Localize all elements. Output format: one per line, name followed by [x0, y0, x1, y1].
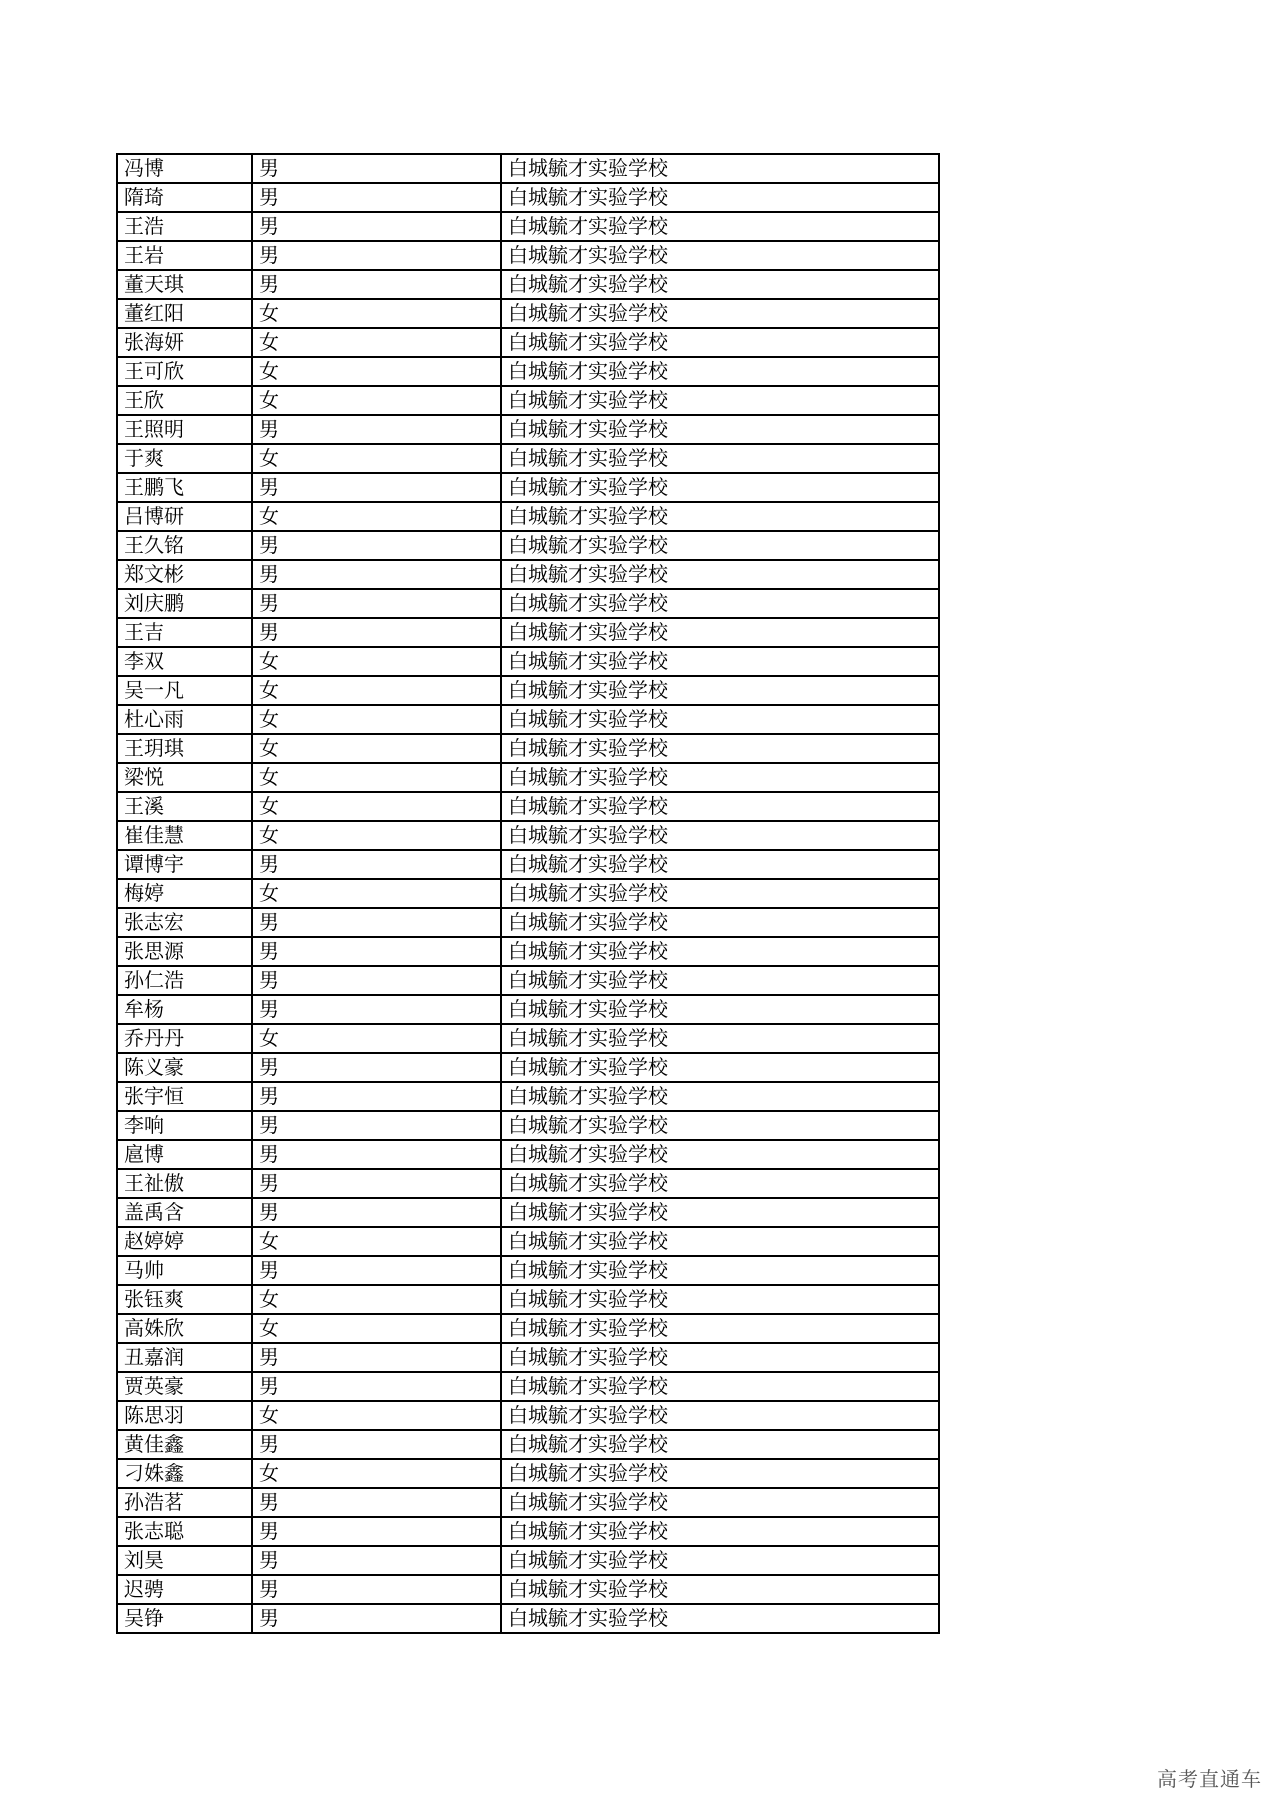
school-cell: 白城毓才实验学校	[501, 1227, 939, 1256]
table-row	[117, 473, 939, 502]
gender-cell: 男	[252, 1343, 501, 1372]
name-cell: 李双	[117, 647, 252, 676]
name-cell: 乔丹丹	[117, 1024, 252, 1053]
school-cell: 白城毓才实验学校	[501, 1024, 939, 1053]
school-cell: 白城毓才实验学校	[501, 560, 939, 589]
table-row	[117, 908, 939, 937]
gender-cell: 男	[252, 212, 501, 241]
table-row	[117, 937, 939, 966]
gender-cell: 男	[252, 937, 501, 966]
table-row	[117, 299, 939, 328]
name-cell: 刘庆鹏	[117, 589, 252, 618]
name-cell: 陈义豪	[117, 1053, 252, 1082]
gender-cell: 女	[252, 299, 501, 328]
gender-cell: 男	[252, 1430, 501, 1459]
table-row	[117, 1053, 939, 1082]
table-row	[117, 1082, 939, 1111]
name-cell: 陈思羽	[117, 1401, 252, 1430]
school-cell: 白城毓才实验学校	[501, 502, 939, 531]
name-cell: 王吉	[117, 618, 252, 647]
school-cell: 白城毓才实验学校	[501, 1140, 939, 1169]
gender-cell: 女	[252, 763, 501, 792]
table-row	[117, 560, 939, 589]
gender-cell: 女	[252, 647, 501, 676]
table-row	[117, 734, 939, 763]
name-cell: 孙浩茗	[117, 1488, 252, 1517]
name-cell: 王岩	[117, 241, 252, 270]
name-cell: 张志聪	[117, 1517, 252, 1546]
table-row	[117, 1575, 939, 1604]
table-row	[117, 357, 939, 386]
school-cell: 白城毓才实验学校	[501, 1343, 939, 1372]
school-cell: 白城毓才实验学校	[501, 1082, 939, 1111]
school-cell: 白城毓才实验学校	[501, 1372, 939, 1401]
gender-cell: 男	[252, 1053, 501, 1082]
gender-cell: 女	[252, 386, 501, 415]
gender-cell: 女	[252, 705, 501, 734]
school-cell: 白城毓才实验学校	[501, 444, 939, 473]
name-cell: 王可欣	[117, 357, 252, 386]
table-row	[117, 1285, 939, 1314]
gender-cell: 男	[252, 270, 501, 299]
gender-cell: 男	[252, 850, 501, 879]
name-cell: 郑文彬	[117, 560, 252, 589]
school-cell: 白城毓才实验学校	[501, 1459, 939, 1488]
school-cell: 白城毓才实验学校	[501, 357, 939, 386]
gender-cell: 男	[252, 966, 501, 995]
name-cell: 于爽	[117, 444, 252, 473]
school-cell: 白城毓才实验学校	[501, 1575, 939, 1604]
gender-cell: 女	[252, 676, 501, 705]
gender-cell: 男	[252, 1140, 501, 1169]
name-cell: 崔佳慧	[117, 821, 252, 850]
school-cell: 白城毓才实验学校	[501, 908, 939, 937]
school-cell: 白城毓才实验学校	[501, 647, 939, 676]
table-row	[117, 589, 939, 618]
name-cell: 刁姝鑫	[117, 1459, 252, 1488]
gender-cell: 男	[252, 1546, 501, 1575]
table-row	[117, 386, 939, 415]
table-row	[117, 1198, 939, 1227]
name-cell: 牟杨	[117, 995, 252, 1024]
school-cell: 白城毓才实验学校	[501, 212, 939, 241]
gender-cell: 女	[252, 328, 501, 357]
table-row	[117, 618, 939, 647]
table-row	[117, 1227, 939, 1256]
school-cell: 白城毓才实验学校	[501, 154, 939, 183]
name-cell: 王照明	[117, 415, 252, 444]
school-cell: 白城毓才实验学校	[501, 1401, 939, 1430]
gender-cell: 女	[252, 357, 501, 386]
name-cell: 黄佳鑫	[117, 1430, 252, 1459]
table-row	[117, 1517, 939, 1546]
gender-cell: 女	[252, 1401, 501, 1430]
table-row	[117, 415, 939, 444]
name-cell: 丑嘉润	[117, 1343, 252, 1372]
table-row	[117, 1024, 939, 1053]
table-row	[117, 1256, 939, 1285]
school-cell: 白城毓才实验学校	[501, 705, 939, 734]
table-row	[117, 821, 939, 850]
name-cell: 张志宏	[117, 908, 252, 937]
school-cell: 白城毓才实验学校	[501, 473, 939, 502]
school-cell: 白城毓才实验学校	[501, 966, 939, 995]
table-row	[117, 763, 939, 792]
school-cell: 白城毓才实验学校	[501, 1546, 939, 1575]
gender-cell: 女	[252, 444, 501, 473]
school-cell: 白城毓才实验学校	[501, 270, 939, 299]
table-row	[117, 1169, 939, 1198]
table-row	[117, 1111, 939, 1140]
school-cell: 白城毓才实验学校	[501, 299, 939, 328]
gender-cell: 女	[252, 792, 501, 821]
name-cell: 张海妍	[117, 328, 252, 357]
school-cell: 白城毓才实验学校	[501, 1430, 939, 1459]
name-cell: 张宇恒	[117, 1082, 252, 1111]
gender-cell: 女	[252, 821, 501, 850]
table-row	[117, 241, 939, 270]
name-cell: 梅婷	[117, 879, 252, 908]
gender-cell: 男	[252, 1082, 501, 1111]
gender-cell: 女	[252, 879, 501, 908]
school-cell: 白城毓才实验学校	[501, 1111, 939, 1140]
school-cell: 白城毓才实验学校	[501, 415, 939, 444]
name-cell: 马帅	[117, 1256, 252, 1285]
name-cell: 王祉傲	[117, 1169, 252, 1198]
school-cell: 白城毓才实验学校	[501, 879, 939, 908]
table-row	[117, 444, 939, 473]
table-row	[117, 1604, 939, 1633]
school-cell: 白城毓才实验学校	[501, 937, 939, 966]
gender-cell: 男	[252, 1372, 501, 1401]
school-cell: 白城毓才实验学校	[501, 1053, 939, 1082]
gender-cell: 女	[252, 1024, 501, 1053]
gender-cell: 男	[252, 1256, 501, 1285]
table-row	[117, 966, 939, 995]
table-row	[117, 1546, 939, 1575]
gender-cell: 男	[252, 560, 501, 589]
gender-cell: 女	[252, 1227, 501, 1256]
gender-cell: 男	[252, 1111, 501, 1140]
school-cell: 白城毓才实验学校	[501, 792, 939, 821]
table-row	[117, 676, 939, 705]
table-row	[117, 1343, 939, 1372]
name-cell: 扈博	[117, 1140, 252, 1169]
name-cell: 盖禹含	[117, 1198, 252, 1227]
gender-cell: 女	[252, 1285, 501, 1314]
table-row	[117, 879, 939, 908]
gender-cell: 男	[252, 589, 501, 618]
school-cell: 白城毓才实验学校	[501, 763, 939, 792]
table-row	[117, 995, 939, 1024]
school-cell: 白城毓才实验学校	[501, 734, 939, 763]
name-cell: 王玥琪	[117, 734, 252, 763]
gender-cell: 男	[252, 1575, 501, 1604]
name-cell: 董红阳	[117, 299, 252, 328]
table-row	[117, 1372, 939, 1401]
gender-cell: 男	[252, 154, 501, 183]
roster-table	[116, 153, 940, 1634]
table-row	[117, 1459, 939, 1488]
gender-cell: 女	[252, 502, 501, 531]
gender-cell: 男	[252, 1517, 501, 1546]
gender-cell: 男	[252, 415, 501, 444]
name-cell: 梁悦	[117, 763, 252, 792]
name-cell: 隋琦	[117, 183, 252, 212]
table-row	[117, 531, 939, 560]
table-row	[117, 183, 939, 212]
name-cell: 张思源	[117, 937, 252, 966]
table-row	[117, 328, 939, 357]
school-cell: 白城毓才实验学校	[501, 1488, 939, 1517]
gender-cell: 女	[252, 1314, 501, 1343]
name-cell: 王欣	[117, 386, 252, 415]
name-cell: 张钰爽	[117, 1285, 252, 1314]
table-row	[117, 792, 939, 821]
name-cell: 谭博宇	[117, 850, 252, 879]
school-cell: 白城毓才实验学校	[501, 676, 939, 705]
school-cell: 白城毓才实验学校	[501, 1285, 939, 1314]
school-cell: 白城毓才实验学校	[501, 850, 939, 879]
gender-cell: 男	[252, 1604, 501, 1633]
school-cell: 白城毓才实验学校	[501, 1256, 939, 1285]
table-row	[117, 1401, 939, 1430]
watermark-text: 高考直通车	[1157, 1767, 1262, 1791]
gender-cell: 男	[252, 531, 501, 560]
gender-cell: 男	[252, 908, 501, 937]
name-cell: 吕博研	[117, 502, 252, 531]
table-row	[117, 502, 939, 531]
table-row	[117, 1430, 939, 1459]
school-cell: 白城毓才实验学校	[501, 1198, 939, 1227]
gender-cell: 女	[252, 734, 501, 763]
school-cell: 白城毓才实验学校	[501, 328, 939, 357]
name-cell: 孙仁浩	[117, 966, 252, 995]
school-cell: 白城毓才实验学校	[501, 1517, 939, 1546]
gender-cell: 男	[252, 1169, 501, 1198]
name-cell: 董天琪	[117, 270, 252, 299]
name-cell: 贾英豪	[117, 1372, 252, 1401]
table-row	[117, 1140, 939, 1169]
name-cell: 赵婷婷	[117, 1227, 252, 1256]
table-row	[117, 1488, 939, 1517]
gender-cell: 男	[252, 241, 501, 270]
table-row	[117, 270, 939, 299]
name-cell: 吴一凡	[117, 676, 252, 705]
name-cell: 刘昊	[117, 1546, 252, 1575]
school-cell: 白城毓才实验学校	[501, 821, 939, 850]
school-cell: 白城毓才实验学校	[501, 618, 939, 647]
gender-cell: 男	[252, 1198, 501, 1227]
table-row	[117, 850, 939, 879]
name-cell: 杜心雨	[117, 705, 252, 734]
school-cell: 白城毓才实验学校	[501, 241, 939, 270]
name-cell: 冯博	[117, 154, 252, 183]
gender-cell: 男	[252, 473, 501, 502]
school-cell: 白城毓才实验学校	[501, 995, 939, 1024]
table-row	[117, 647, 939, 676]
roster-body	[117, 154, 939, 1633]
table-row	[117, 1314, 939, 1343]
name-cell: 王久铭	[117, 531, 252, 560]
gender-cell: 男	[252, 618, 501, 647]
name-cell: 吴铮	[117, 1604, 252, 1633]
name-cell: 王浩	[117, 212, 252, 241]
name-cell: 王鹏飞	[117, 473, 252, 502]
gender-cell: 女	[252, 1459, 501, 1488]
name-cell: 王溪	[117, 792, 252, 821]
gender-cell: 男	[252, 183, 501, 212]
school-cell: 白城毓才实验学校	[501, 531, 939, 560]
name-cell: 高姝欣	[117, 1314, 252, 1343]
gender-cell: 男	[252, 1488, 501, 1517]
school-cell: 白城毓才实验学校	[501, 386, 939, 415]
school-cell: 白城毓才实验学校	[501, 589, 939, 618]
school-cell: 白城毓才实验学校	[501, 1169, 939, 1198]
name-cell: 迟骋	[117, 1575, 252, 1604]
table-row	[117, 212, 939, 241]
school-cell: 白城毓才实验学校	[501, 1314, 939, 1343]
table-row	[117, 154, 939, 183]
school-cell: 白城毓才实验学校	[501, 183, 939, 212]
name-cell: 李响	[117, 1111, 252, 1140]
school-cell: 白城毓才实验学校	[501, 1604, 939, 1633]
table-row	[117, 705, 939, 734]
gender-cell: 男	[252, 995, 501, 1024]
